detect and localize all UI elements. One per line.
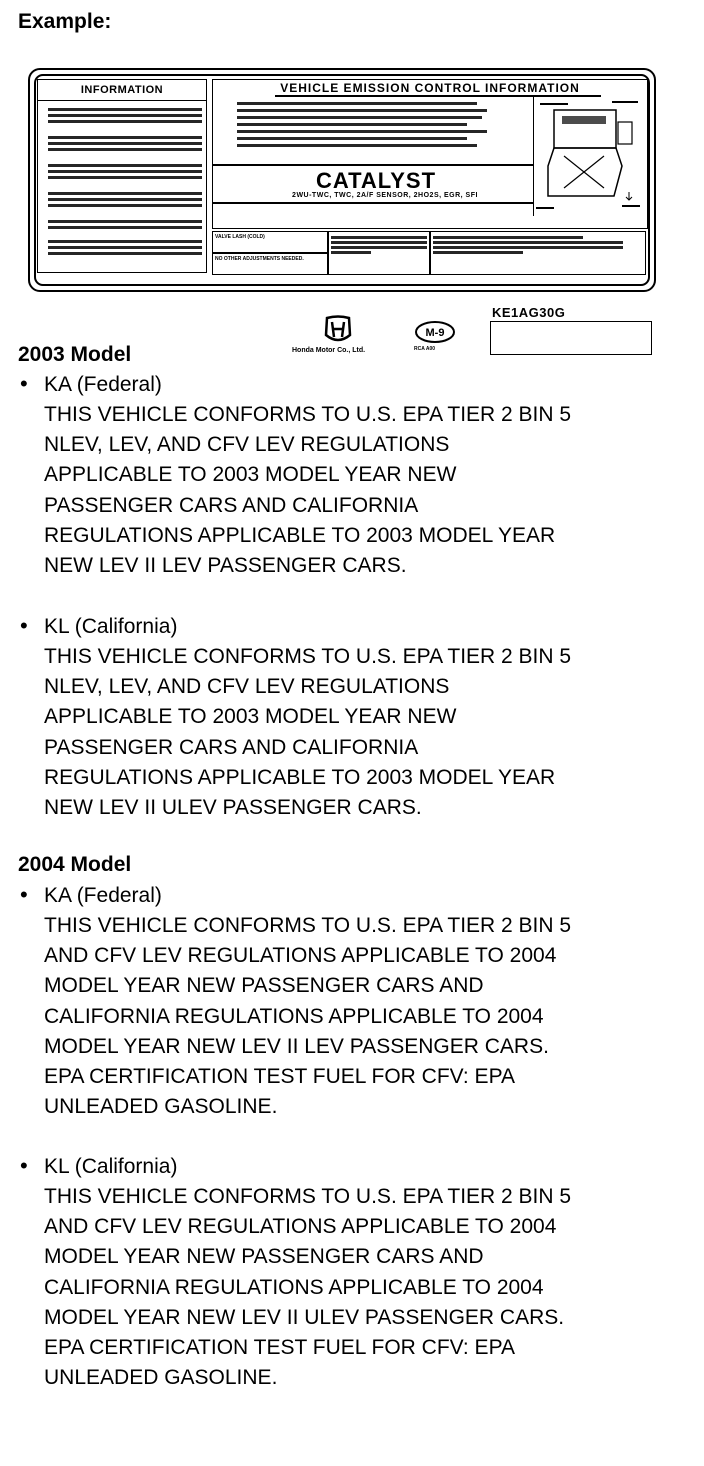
bullet: • xyxy=(20,613,28,638)
catalyst-components: 2WU-TWC, TWC, 2A/F SENSOR, 2HO2S, EGR, SFI xyxy=(292,192,478,199)
item-title: KA (Federal) xyxy=(44,373,162,396)
example-heading: Example: xyxy=(18,10,112,33)
item-title: KA (Federal) xyxy=(44,884,162,907)
engine-family-cell xyxy=(328,231,430,275)
vehicle-emission-title: VEHICLE EMISSION CONTROL INFORMATION xyxy=(280,81,580,95)
item-title: KL (California) xyxy=(44,1155,178,1178)
code-frame xyxy=(490,321,652,355)
valve-lash-cell: VALVE LASH (COLD) xyxy=(212,231,328,253)
item-body: THIS VEHICLE CONFORMS TO U.S. EPA TIER 2 BIN 5 NLEV, LEV, AND CFV LEV REGULATIONS APPLICABLE TO 2003 MODEL YEAR NEW PASSENGER CARS AND CALIFORNIA REGULATIONS APPLICABLE TO 2003 MODEL YEAR NEW LEV II LEV PASSENGER CARS. xyxy=(44,403,572,577)
honda-logo xyxy=(323,315,353,345)
section-heading-2003: 2003 Model xyxy=(18,343,132,366)
manufacturer-name: Honda Motor Co., Ltd. xyxy=(292,347,366,354)
bullet: • xyxy=(20,371,28,396)
conformance-text xyxy=(237,102,537,151)
information-title: INFORMATION xyxy=(38,80,206,101)
specification-grid xyxy=(212,231,646,275)
item-body: THIS VEHICLE CONFORMS TO U.S. EPA TIER 2 BIN 5 NLEV, LEV, AND CFV LEV REGULATIONS APPLICABLE TO 2003 MODEL YEAR NEW PASSENGER CARS AND CALIFORNIA REGULATIONS APPLICABLE TO 2003 MODEL YEAR NEW LEV II ULEV PASSENGER CARS. xyxy=(44,645,572,819)
information-panel xyxy=(37,79,207,273)
item-body: THIS VEHICLE CONFORMS TO U.S. EPA TIER 2 BIN 5 AND CFV LEV REGULATIONS APPLICABLE TO 2004 MODEL YEAR NEW PASSENGER CARS AND CALIFORNIA REGULATIONS APPLICABLE TO 2004 MODEL YEAR NEW LEV II ULEV PASSENGER CARS. EPA CERTIFICATION TEST FUEL FOR CFV: EPA UNLEADED GASOLINE. xyxy=(44,1185,572,1390)
m9-badge-icon xyxy=(414,320,456,344)
item-body: THIS VEHICLE CONFORMS TO U.S. EPA TIER 2 BIN 5 AND CFV LEV REGULATIONS APPLICABLE TO 2004 MODEL YEAR NEW PASSENGER CARS AND CALIFORNIA REGULATIONS APPLICABLE TO 2004 MODEL YEAR NEW LEV II LEV PASSENGER CARS. EPA CERTIFICATION TEST FUEL FOR CFV: EPA UNLEADED GASOLINE. xyxy=(44,914,572,1119)
no-adjustments-cell: NO OTHER ADJUSTMENTS NEEDED. xyxy=(212,253,328,275)
bullet: • xyxy=(20,882,28,907)
section-heading-2004: 2004 Model xyxy=(18,853,132,876)
bullet: • xyxy=(20,1153,28,1178)
catalyst-title: CATALYST xyxy=(315,168,437,193)
emission-label-image xyxy=(28,68,656,354)
svg-text:M-9: M-9 xyxy=(425,327,445,339)
label-code: KE1AG30G xyxy=(492,305,566,320)
rca-mark: RCA A00 xyxy=(414,346,436,352)
engine-diagram xyxy=(533,96,646,216)
item-title: KL (California) xyxy=(44,615,178,638)
exhaust-standards-cell xyxy=(430,231,646,275)
vehicle-emission-panel xyxy=(212,79,648,229)
